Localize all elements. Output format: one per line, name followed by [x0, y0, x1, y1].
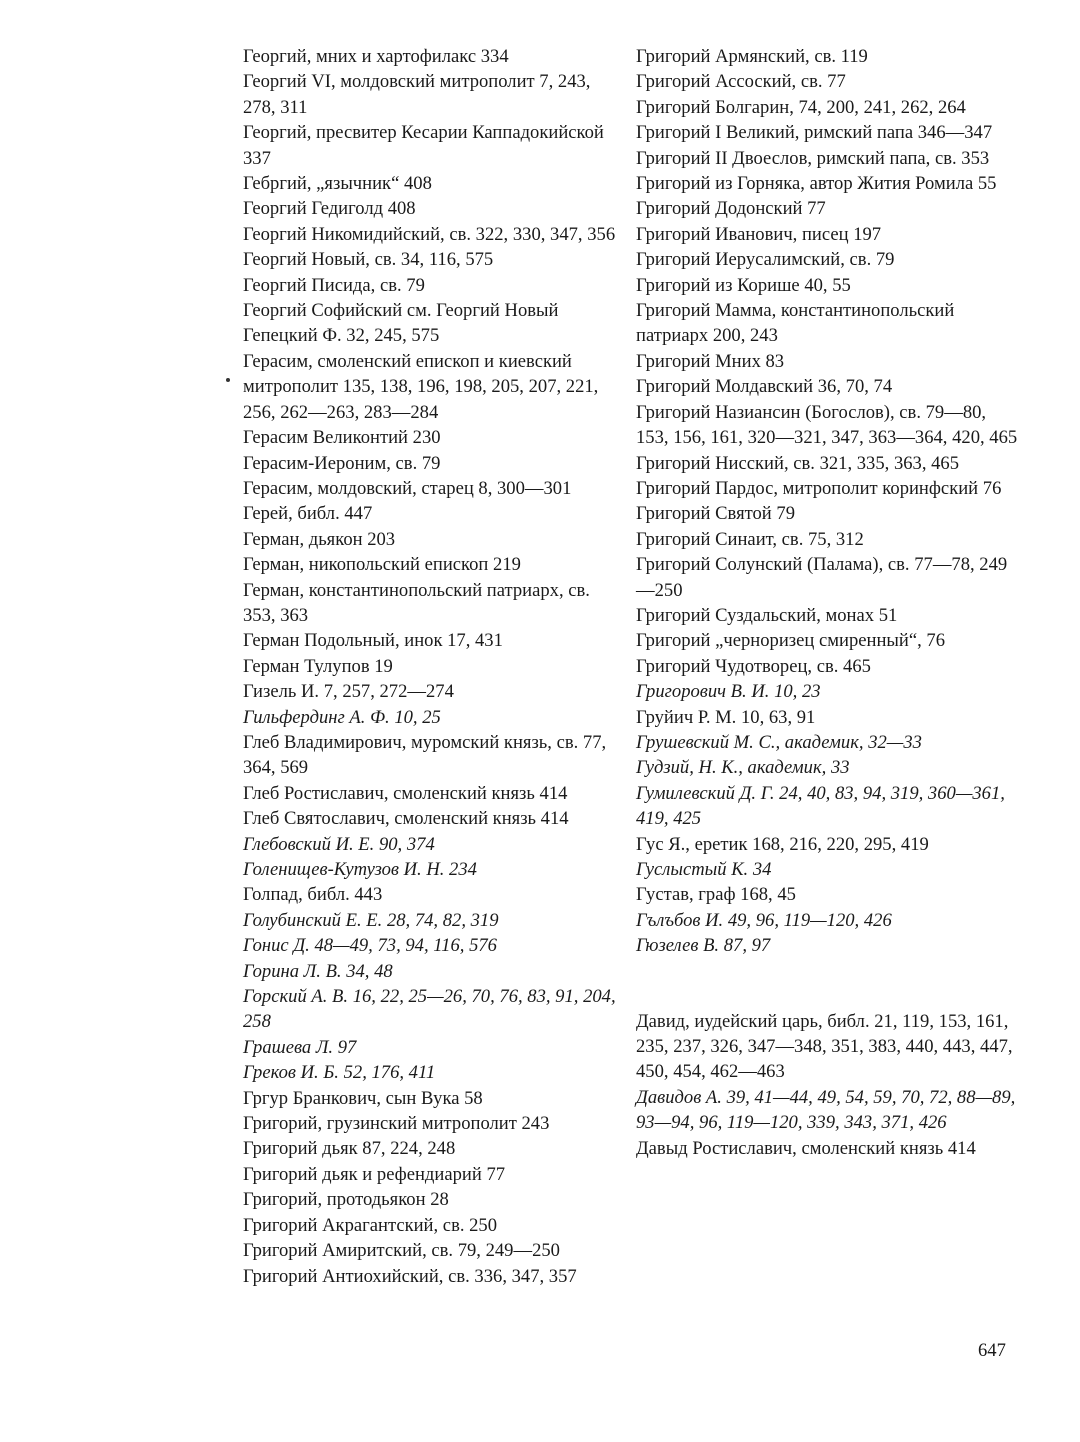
- index-entry: Гизель И. 7, 257, 272—274: [243, 681, 454, 703]
- index-entry: Георгий Софийский см. Георгий Новый: [243, 300, 559, 322]
- index-entry: Григорий Антиохийский, св. 336, 347, 357: [243, 1265, 577, 1287]
- index-entry: Герман, никопольский епископ 219: [243, 554, 521, 576]
- page-number: 647: [978, 1340, 1006, 1361]
- index-entry: Герман Тулупов 19: [243, 655, 393, 677]
- index-entry: Георгий Гедиголд 408: [243, 198, 416, 220]
- index-entry: Горский А. В. 16, 22, 25—26, 70, 76, 83, 91, 204, 258: [243, 986, 616, 1033]
- index-entry: Григорий Ассоский, св. 77: [636, 71, 846, 93]
- index-entry: Григорий Святой 79: [636, 503, 795, 525]
- index-entry: Георгий VI, молдовский митрополит 7, 243, 278, 311: [243, 71, 591, 118]
- index-entry: Григорий, протодьякон 28: [243, 1189, 449, 1211]
- index-entry: Григорий, грузинский митрополит 243: [243, 1113, 550, 1135]
- index-entry: Глеб Святославич, смоленский князь 414: [243, 808, 569, 830]
- index-entry: Греков И. Б. 52, 176, 411: [243, 1062, 436, 1084]
- index-entry: Давыд Ростиславич, смоленский князь 414: [636, 1137, 976, 1159]
- index-entry: Григорий из Корише 40, 55: [636, 274, 851, 296]
- index-entry: Гудзий, Н. К., академик, 33: [636, 757, 850, 779]
- index-section-d: [636, 1009, 1020, 1161]
- index-entry: Груйич Р. М. 10, 63, 91: [636, 706, 816, 728]
- index-entry: Григорий Солунский (Палама), св. 77—78, 249—250: [636, 554, 1008, 601]
- index-entry: Глебовский И. Е. 90, 374: [243, 833, 435, 855]
- index-entry: Гргур Бранкович, сын Вука 58: [243, 1087, 483, 1109]
- index-entry: Герасим, смоленский епископ и киевский митрополит 135, 138, 196, 198, 205, 207, 221, 256, 262—263, 283—284: [243, 350, 599, 423]
- index-entry: Давидов А. 39, 41—44, 49, 54, 59, 70, 72, 88—89, 93—94, 96, 119—120, 339, 343, 371, 426: [636, 1086, 1016, 1134]
- index-entry: Георгий Писида, св. 79: [243, 274, 425, 296]
- index-entry: Голенищев-Кутузов И. Н. 234: [243, 859, 477, 880]
- index-entry: Герасим Великонтий 230: [243, 427, 441, 449]
- index-entry: Григорий Синаит, св. 75, 312: [636, 528, 864, 550]
- index-entry: Григорий Амиритский, св. 79, 249—250: [243, 1240, 560, 1262]
- index-entry: Григорий Додонский 77: [636, 198, 826, 220]
- margin-mark: [226, 378, 230, 382]
- index-column-left: [243, 44, 623, 1289]
- index-entry: Георгий Новый, св. 34, 116, 575: [243, 249, 494, 271]
- index-entry: Глеб Владимирович, муромский князь, св. 77, 364, 569: [243, 731, 607, 779]
- index-entry: Гус Я., еретик 168, 216, 220, 295, 419: [636, 833, 929, 855]
- index-entry: Густав, граф 168, 45: [636, 884, 796, 906]
- index-entry: Герасим-Иероним, св. 79: [243, 452, 441, 474]
- index-column-right: [636, 44, 1020, 1161]
- index-entry: Герей, библ. 447: [243, 503, 373, 525]
- index-entry: Глеб Ростиславич, смоленский князь 414: [243, 782, 568, 804]
- index-entry: Гюзелев В. 87, 97: [636, 935, 771, 957]
- index-entry: Георгий, пресвитер Кесарии Каппадокийской 337: [243, 122, 604, 169]
- index-entry: Голубинский Е. Е. 28, 74, 82, 319: [243, 909, 499, 931]
- index-entry: Герман Подольный, инок 17, 431: [243, 630, 503, 652]
- index-entry: Голпад, библ. 443: [243, 884, 383, 906]
- index-entry: Гонис Д. 48—49, 73, 94, 116, 576: [243, 935, 497, 957]
- index-entry: Григорий из Горняка, автор Жития Ромила 55: [636, 173, 997, 195]
- index-entry: Григорий II Двоеслов, римский папа, св. 353: [636, 147, 990, 169]
- index-entry: Грушевский М. С., академик, 32—33: [636, 731, 922, 753]
- index-entry: Гумилевский Д. Г. 24, 40, 83, 94, 319, 360—361, 419, 425: [636, 782, 1005, 830]
- index-entry: Давид, иудейский царь, библ. 21, 119, 153, 161, 235, 237, 326, 347—348, 351, 383, 440, 443, 447, 450, 454, 462—463: [636, 1010, 1013, 1083]
- index-entry: Григорий Акрагантский, св. 250: [243, 1214, 498, 1236]
- index-entry: Герасим, молдовский, старец 8, 300—301: [243, 477, 572, 499]
- index-entry: Грашева Л. 97: [243, 1036, 357, 1058]
- index-entry: Григорий Пардос, митрополит коринфский 76: [636, 477, 1002, 499]
- index-entry: Георгий Никомидийский, св. 322, 330, 347, 356: [243, 223, 616, 245]
- index-entry: Гуслыстый К. 34: [636, 859, 772, 880]
- index-entry: Григорий Армянский, св. 119: [636, 46, 868, 67]
- index-section-g-continued: [636, 44, 1020, 959]
- index-entry: Григорий „черноризец смиренный“, 76: [636, 630, 945, 652]
- index-entry: Гебргий, „язычник“ 408: [243, 173, 432, 195]
- index-entry: Григорий Нисский, св. 321, 335, 363, 465: [636, 452, 960, 474]
- index-entry: Григорий Иерусалимский, св. 79: [636, 249, 895, 271]
- section-gap: [636, 959, 1020, 1009]
- index-entry: Григорий дьяк 87, 224, 248: [243, 1138, 456, 1160]
- index-entry: Григорий Чудотворец, св. 465: [636, 655, 871, 677]
- index-entry: Григорий Назиансин (Богослов), св. 79—80, 153, 156, 161, 320—321, 347, 363—364, 420, 465: [636, 401, 1018, 449]
- index-entry: Георгий, мних и хартофилакс 334: [243, 46, 509, 67]
- index-entry: Григорий I Великий, римский папа 346—347: [636, 122, 993, 144]
- index-entry: Горина Л. В. 34, 48: [243, 960, 393, 982]
- index-entry: Григорий Мних 83: [636, 350, 785, 372]
- index-entry: Григорий Иванович, писец 197: [636, 223, 882, 245]
- index-entry: Григорий дьяк и рефендиарий 77: [243, 1163, 506, 1185]
- index-entry: Гильфердинг А. Ф. 10, 25: [243, 706, 441, 728]
- index-entry: Герман, дьякон 203: [243, 528, 396, 550]
- index-entry: Герман, константинопольский патриарх, св. 353, 363: [243, 579, 590, 626]
- index-entry: Григорович В. И. 10, 23: [636, 681, 821, 703]
- index-entry: Григорий Мамма, константинопольский патриарх 200, 243: [636, 300, 955, 347]
- index-entry: Григорий Болгарин, 74, 200, 241, 262, 264: [636, 96, 966, 118]
- index-entry: Григорий Молдавский 36, 70, 74: [636, 376, 893, 398]
- index-entry: Григорий Суздальский, монах 51: [636, 604, 898, 626]
- index-entry: Гълъбов И. 49, 96, 119—120, 426: [636, 909, 892, 931]
- index-entry: Гепецкий Ф. 32, 245, 575: [243, 325, 440, 347]
